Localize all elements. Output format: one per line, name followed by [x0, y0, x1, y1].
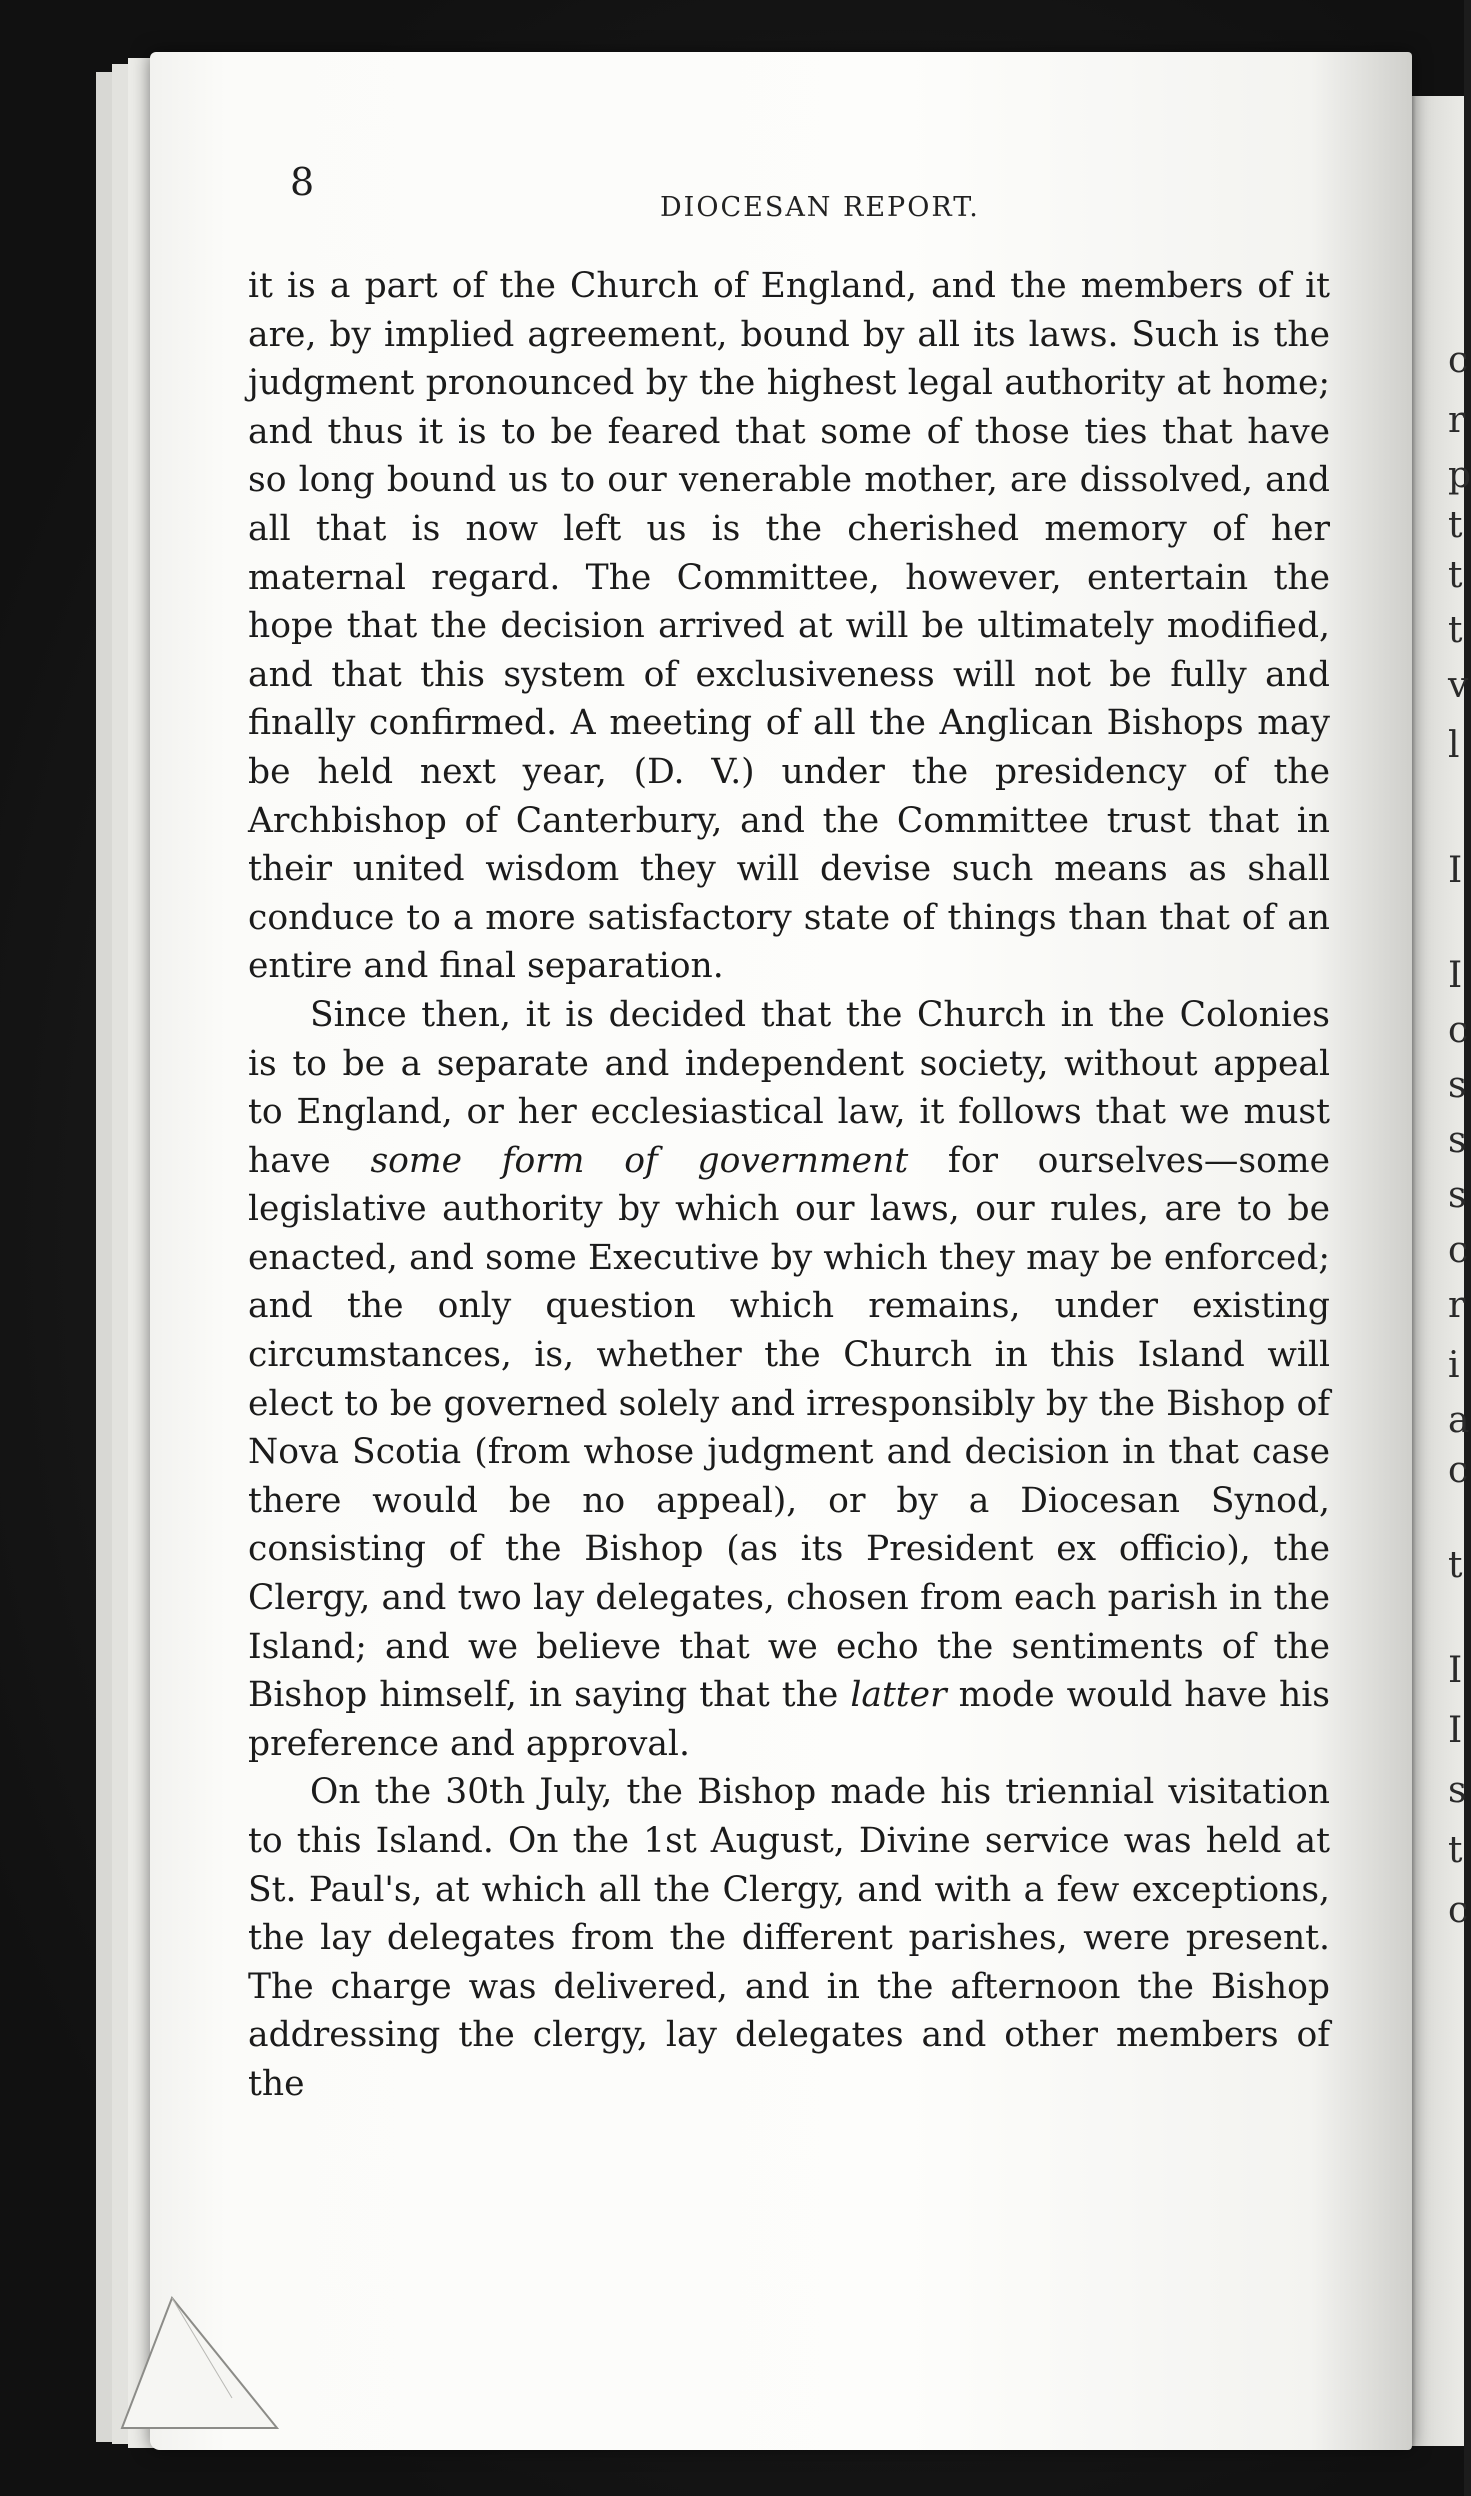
facing-page-letter: t: [1448, 1545, 1463, 1586]
facing-page-letter: t: [1448, 505, 1463, 546]
facing-page-letter: c: [1448, 1890, 1469, 1931]
facing-page-letter: i: [1448, 1345, 1460, 1386]
facing-page-letter: r: [1448, 1285, 1466, 1326]
paragraph-visitation: On the 30th July, the Bishop made his triennial visitation to this Island. On the 1st August, Divine service was held at St. Paul's, at which all the Clergy, and with a few exceptions, the lay delegates from the different parishes, were present. The charge was delivered, and in the afternoon the Bishop addressing the clergy, lay delegates and other members of the: [248, 1772, 1330, 2104]
facing-page-letter: l: [1448, 725, 1460, 766]
paragraph-continued: it is a part of the Church of England, and the members of it are, by implied agreement, bound by all its laws. Such is the judgment pronounced by the highest legal authority at home; and thus it is to be feared that some of those ties that have so long bound us to our venerable mother, are dissolved, and all that is now left us is the cherished memory of her maternal regard. The Committee, however, entertain the hope that the decision arrived at will be ultimately modified, and that this system of exclusiveness will not be fully and finally confirmed. A meeting of all the Anglican Bishops may be held next year, (D. V.) under the presidency of the Archbishop of Canterbury, and the Committee trust that in their united wisdom they will devise such means as shall conduce to a more satisfactory state of things than that of an entire and final separation.: [248, 266, 1330, 987]
facing-page-letter: r: [1448, 400, 1466, 441]
facing-page-letter: c: [1448, 1010, 1469, 1051]
facing-page-letter: I: [1448, 1650, 1463, 1691]
page-number: 8: [290, 160, 315, 204]
folded-corner-icon: [112, 2278, 282, 2438]
emphasis-text: some form of government: [370, 1140, 909, 1181]
running-head: DIOCESAN REPORT.: [660, 192, 980, 223]
paragraph-text: mode would have his preference and approval.: [248, 1675, 1330, 1764]
facing-page-letter: s: [1448, 1175, 1467, 1216]
facing-page-letter: I: [1448, 850, 1463, 891]
emphasis-text: latter: [850, 1675, 947, 1716]
facing-page-letter: a: [1448, 1400, 1470, 1441]
facing-page-letter: c: [1448, 340, 1469, 381]
paragraph-text: Since then, it is decided that the Church in the Colonies is to be a separate and independent society, without appeal to England, or her ecclesiastical law, it follows that we must have: [248, 994, 1330, 1181]
facing-page-letter: p: [1448, 455, 1471, 496]
facing-page-letter: s: [1448, 1770, 1467, 1811]
facing-page-letter: t: [1448, 1830, 1463, 1871]
facing-page-letter: s: [1448, 1065, 1467, 1106]
body-text: [248, 262, 1330, 2109]
facing-page-letter: I: [1448, 1710, 1463, 1751]
facing-page-letter: c: [1448, 1450, 1469, 1491]
facing-page-letter: t: [1448, 610, 1463, 651]
facing-page-letter: c: [1448, 1230, 1469, 1271]
paragraph-government: [248, 991, 1330, 1769]
facing-page-letter: v: [1448, 665, 1469, 706]
facing-page-letter: t: [1448, 555, 1463, 596]
paragraph-text: for ourselves—some legislative authority by which our laws, our rules, are to be enacted, and some Executive by which they may be enforced; and the only question which remains, under existing circumstances, is, whether the Church in this Island will elect to be governed solely and irresponsibly by the Bishop of Nova Scotia (from whose judgment and decision in that case there would be no appeal), or by a Diocesan Synod, consisting of the Bishop (as its President ex officio), the Clergy, and two lay delegates, chosen from each parish in the Island; and we believe that we echo the sentiments of the Bishop himself, in saying that the: [248, 1140, 1331, 1716]
facing-page-letter: I: [1448, 955, 1463, 996]
facing-page-letter: s: [1448, 1120, 1467, 1161]
